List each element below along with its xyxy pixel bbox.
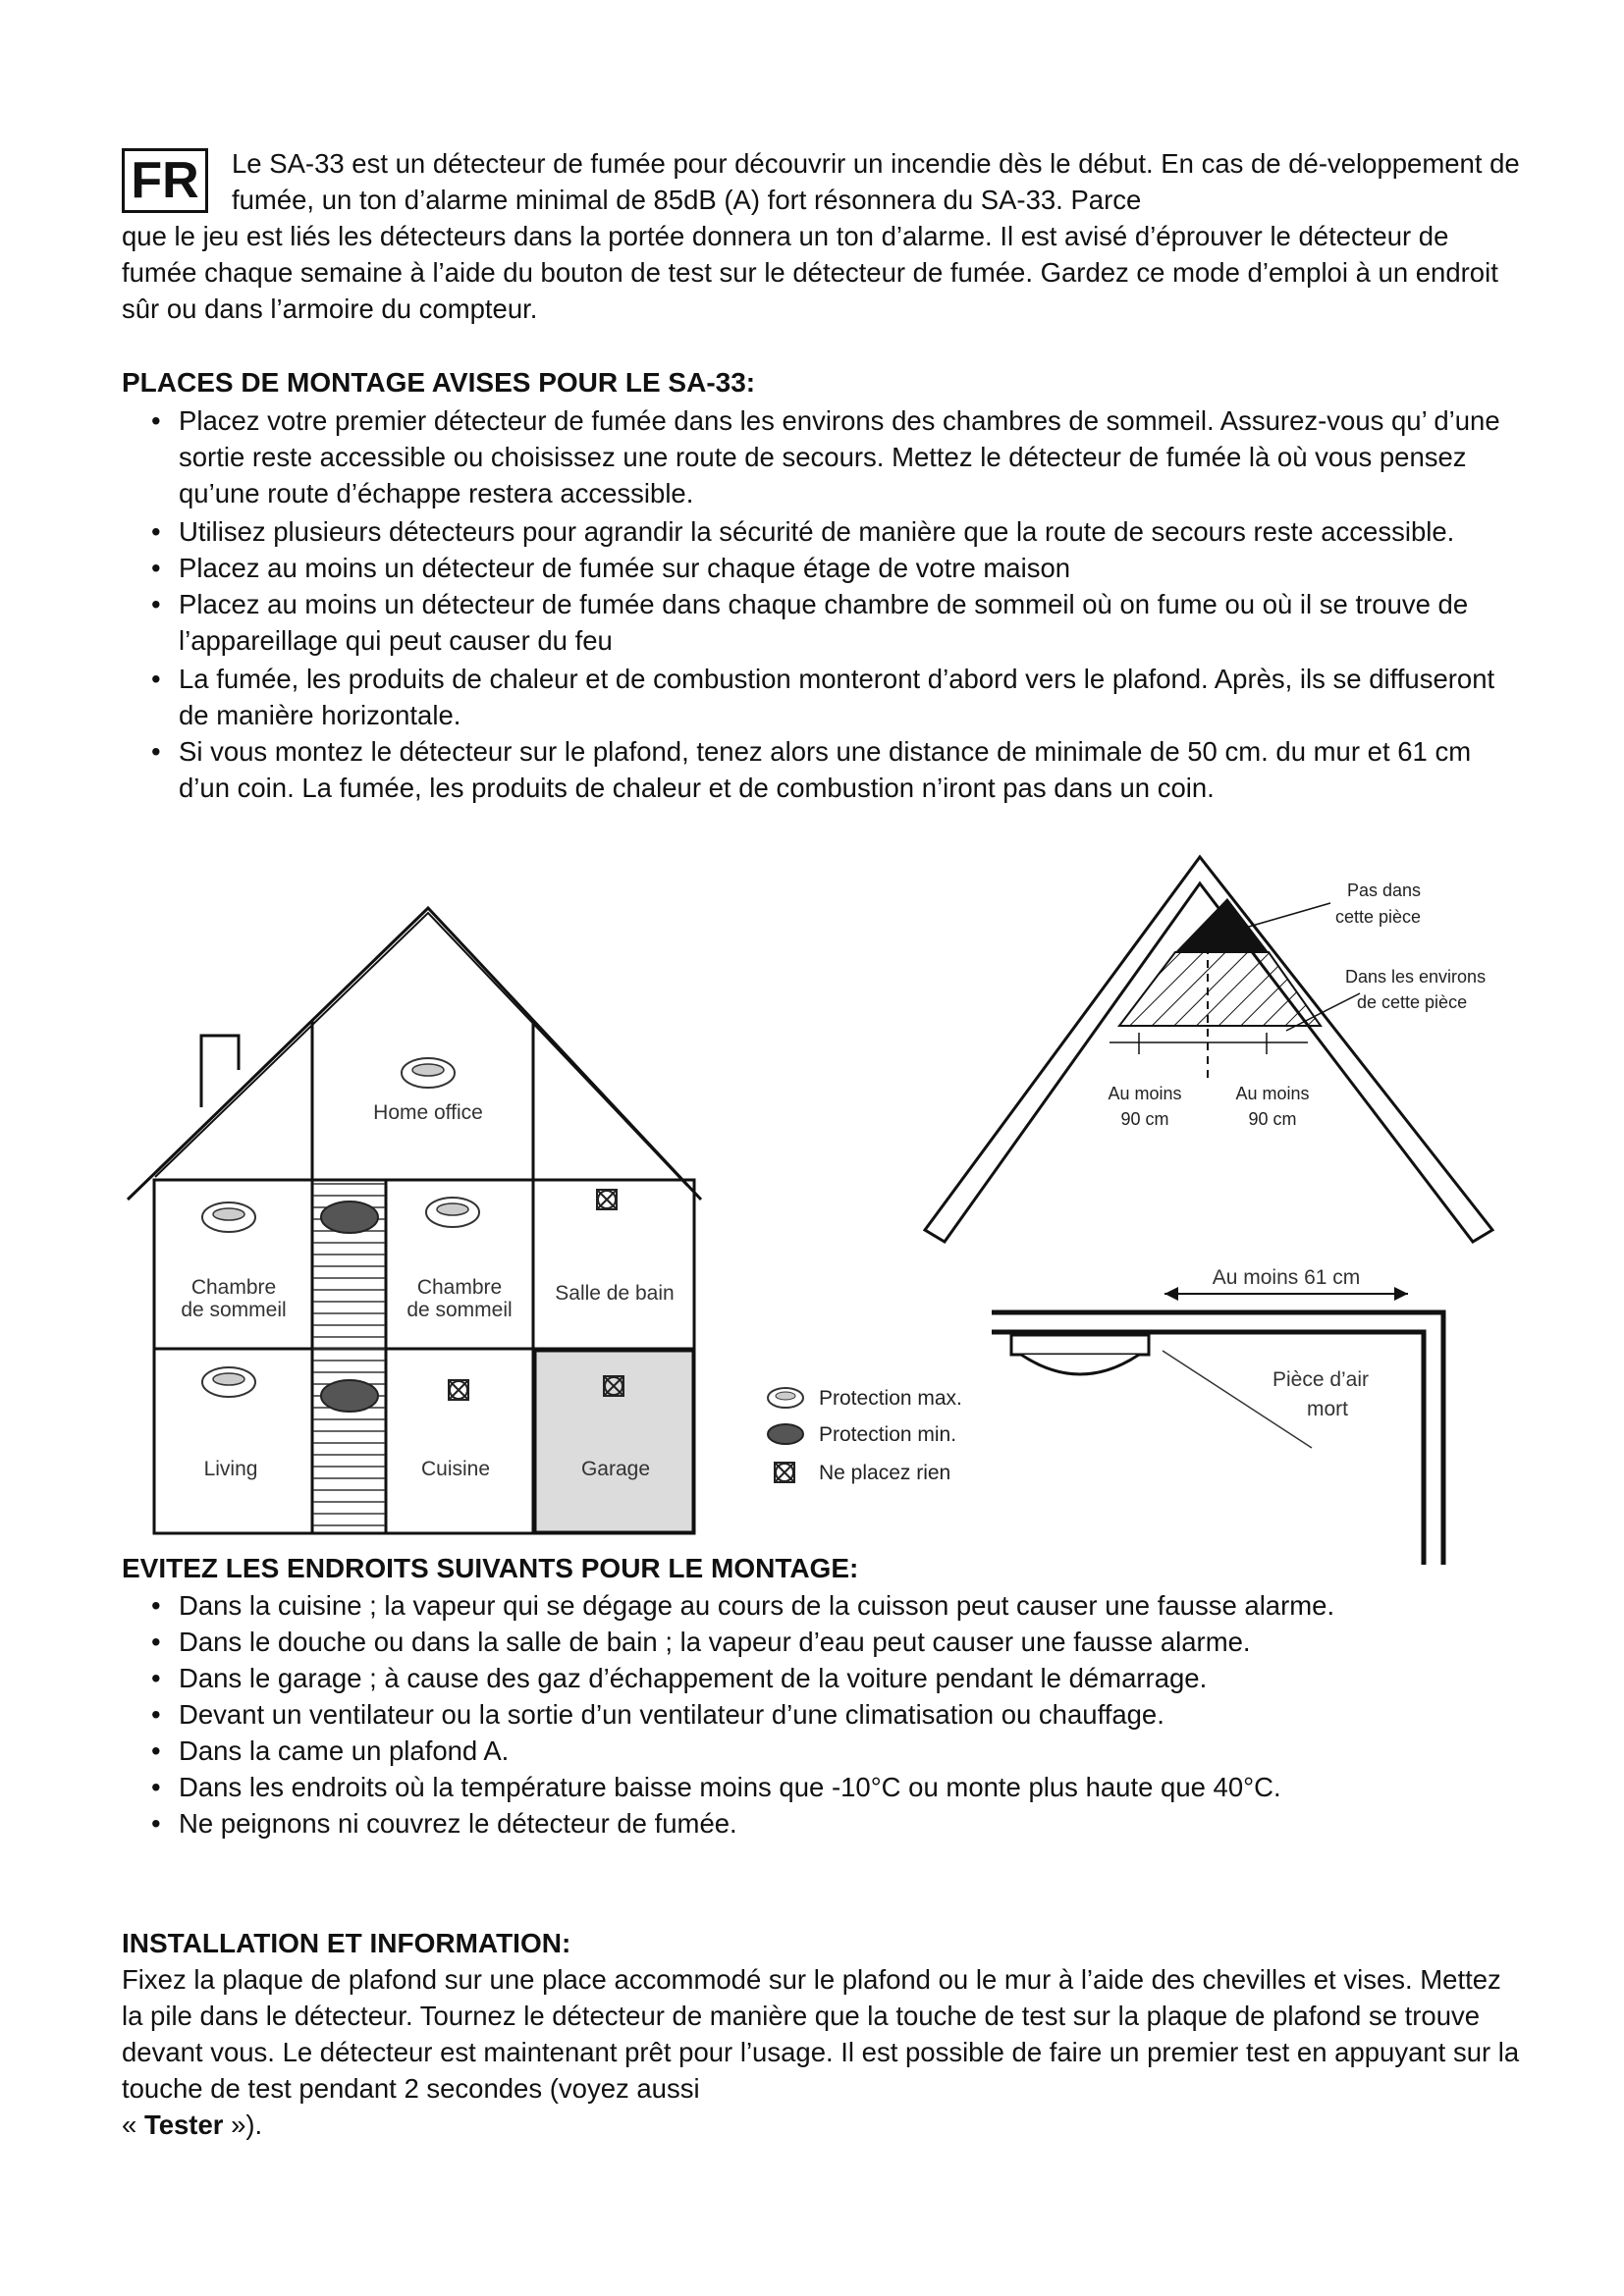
dead-air-label-1: Pièce d’air (1272, 1368, 1370, 1391)
list-item: • Dans les endroits où la température baisse moins que -10°C ou monte plus haute que 40°C. (151, 1772, 1281, 1802)
room-label-bedroom-1: Chambre (190, 1276, 277, 1299)
list-item: • Devant un ventilateur ou la sortie d’un ventilateur d’une climatisation ou chauffage. (151, 1699, 1164, 1730)
section-heading-avoid: EVITEZ LES ENDROITS SUIVANTS POUR LE MONTAGE: (122, 1553, 859, 1583)
list-item: • Utilisez plusieurs détecteurs pour agrandir la sécurité de manière que la route de secours reste accessible. (151, 516, 1455, 547)
installation-text: Fixez la plaque de plafond sur une place accommodé sur le plafond ou le mur à l’aide des chevilles et vises. Mettez la pile dans le détecteur. Tournez le détecteur de manière que la touche de test sur la plaque de plafond se trouve devant vous. Le détecteur est maintenant prêt pour l’usage. Il est possible de faire un premier test en appuyant sur la touche de test pendant 2 secondes (voyez aussi « Tester »). (122, 1964, 1520, 2140)
detector-max-icon (202, 1202, 255, 1232)
list-item: • Dans la came un plafond A. (151, 1735, 510, 1766)
list-item: • Placez votre premier détecteur de fumée dans les environs des chambres de sommeil. Assurez-vous qu’ d’une sortie reste accessible ou choisissez une route de secours. Mettez le détecteur de fumée là où vous pensez qu’une route d’échappe restera accessible. (151, 405, 1500, 508)
list-item: • Dans la cuisine ; la vapeur qui se dégage au cours de la cuisson peut causer une fausse alarme. (151, 1590, 1335, 1621)
detector-min-icon (321, 1201, 378, 1233)
legend-max-icon (768, 1388, 803, 1408)
list-item: • Dans le douche ou dans la salle de bain ; la vapeur d’eau peut causer une fausse alarme. (151, 1627, 1251, 1657)
room-label-bedroom-2: Chambre (416, 1276, 503, 1299)
legend-max-label: Protection max. (819, 1387, 962, 1410)
list-item: • Si vous montez le détecteur sur le plafond, tenez alors une distance de minimale de 50 cm. du mur et 61 cm d’un coin. La fumée, les produits de chaleur et de combustion n’iront pas dans un coin. (151, 736, 1472, 803)
legend-none-label: Ne placez rien (819, 1462, 951, 1484)
room-label-bathroom: Salle de bain (555, 1282, 675, 1305)
roof-label-min-left-value: 90 cm (1120, 1109, 1169, 1129)
detector-max-icon (402, 1058, 455, 1088)
room-label-home-office: Home office (373, 1101, 483, 1124)
roof-label-not-here-1: Pas dans (1347, 881, 1422, 900)
acceptable-zone (1119, 952, 1321, 1026)
no-placement-icon (597, 1190, 617, 1209)
dead-air-label-2: mort (1307, 1398, 1348, 1420)
intro-text-rest: que le jeu est liés les détecteurs dans la portée donnera un ton d’alarme. Il est avisé d’éprouver le détecteur de fumée chaque semaine à l’aide du bouton de test sur le détecteur de fumée. Gardez ce mode d’emploi à un endroit sûr ou dans l’armoire du compteur. (122, 221, 1498, 324)
detector-min-icon (321, 1380, 378, 1412)
ceiling-distance-label: Au moins 61 cm (1212, 1266, 1361, 1289)
room-label-kitchen: Cuisine (420, 1458, 491, 1480)
list-item: • Dans le garage ; à cause des gaz d’échappement de la voiture pendant le démarrage. (151, 1663, 1208, 1693)
legend (768, 1387, 962, 1484)
room-label-garage: Garage (580, 1458, 651, 1480)
detector-max-icon (202, 1367, 255, 1397)
room-label-living: Living (203, 1458, 258, 1480)
list-item: • Placez au moins un détecteur de fumée dans chaque chambre de sommeil où on fume ou où il se trouve de l’appareillage qui peut causer du feu (151, 589, 1469, 656)
legend-min-label: Protection min. (819, 1423, 957, 1446)
roof-label-not-here-2: cette pièce (1335, 907, 1422, 927)
ceiling-detector-icon (1011, 1335, 1149, 1374)
avoid-list (122, 1587, 1457, 1842)
language-badge: FR (122, 148, 208, 213)
list-item: • Placez au moins un détecteur de fumée sur chaque étage de votre maison (151, 553, 1071, 583)
list-item: • La fumée, les produits de chaleur et de combustion monteront d’abord vers le plafond. Après, ils se diffuseront de manière horizontale. (151, 664, 1495, 730)
roof-label-min-right-value: 90 cm (1248, 1109, 1297, 1129)
room-label-bedroom-2b: de sommeil (406, 1299, 513, 1321)
section-heading-placement: PLACES DE MONTAGE AVISES POUR LE SA-33: (122, 367, 756, 398)
no-placement-icon (449, 1380, 468, 1400)
ceiling-diagram (992, 1266, 1443, 1565)
legend-min-icon (768, 1424, 803, 1444)
detector-max-icon (426, 1198, 479, 1227)
room-label-bedroom-1b: de sommeil (181, 1299, 287, 1321)
roof-label-min-left: Au moins (1108, 1084, 1182, 1103)
list-item: • Ne peignons ni couvrez le détecteur de fumée. (151, 1808, 737, 1839)
section-heading-installation: INSTALLATION ET INFORMATION: (122, 1928, 571, 1958)
roof-diagram (925, 857, 1492, 1242)
intro-text-first: Le SA-33 est un détecteur de fumée pour découvrir un incendie dès le début. En cas de dé-veloppement de fumée, un ton d’alarme minimal de 85dB (A) fort résonnera du SA-33. Parce (232, 148, 1520, 215)
legend-none-icon (775, 1463, 794, 1482)
roof-label-near-1: Dans les environs (1345, 967, 1487, 987)
roof-label-near-2: de cette pièce (1357, 992, 1468, 1012)
roof-label-min-right: Au moins (1235, 1084, 1310, 1103)
tester-reference: Tester (143, 2109, 224, 2140)
